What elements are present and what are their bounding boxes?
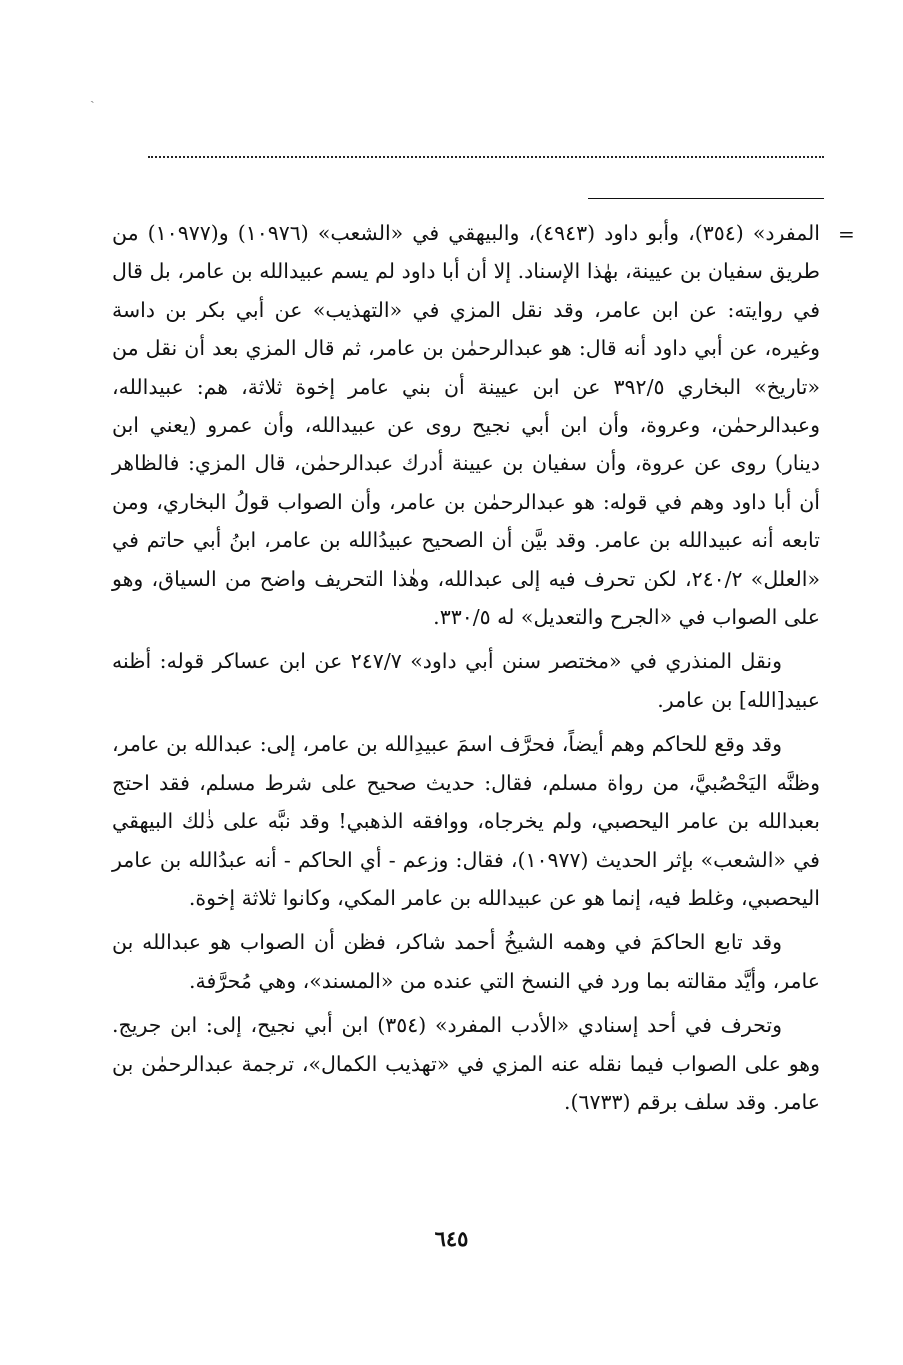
footnote-text xyxy=(112,214,820,1121)
footnote-paragraph: وتحرف في أحد إسنادي «الأدب المفرد» (٣٥٤) ابن أبي نجيح، إلى: ابن جريج. وهو على الصواب فيما نقله عنه المزي في «تهذيب الكمال»، ترجمة عبدالرحمٰن بن عامر. وقد سلف برقم (٦٧٣٣). xyxy=(112,1013,820,1114)
footnote-paragraph: وقد وقع للحاكم وهم أيضاً، فحرَّف اسمَ عبيدِالله بن عامر، إلى: عبدالله بن عامر، وظنَّه اليَحْصُبيَّ، من رواة مسلم، فقال: حديث صحيح على شرط مسلم، فقد احتج بعبدالله بن عامر اليحصبي، ولم يخرجاه، ووافقه الذهبي! وقد نبَّه على ذٰلك البيهقي في «الشعب» بإثر الحديث (١٠٩٧٧)، فقال: وزعم - أي الحاكم - أنه عبدُالله بن عامر اليحصبي، وغلط فيه، إنما هو عن عبيدالله بن عامر المكي، وكانوا ثلاثة إخوة. xyxy=(112,732,820,910)
footnote-rule xyxy=(588,198,824,199)
page-number: ٦٤٥ xyxy=(434,1226,469,1251)
footnote-paragraph: ونقل المنذري في «مختصر سنن أبي داود» ٢٤٧/٧ عن ابن عساكر قوله: أظنه عبيد[الله] بن عامر. xyxy=(112,649,820,712)
footnote-paragraph: وقد تابع الحاكمَ في وهمه الشيخُ أحمد شاكر، فظن أن الصواب هو عبدالله بن عامر، وأيَّد مقالته بما ورد في النسخ التي عنده من «المسند»، وهي مُحرَّفة. xyxy=(112,930,820,993)
footnote-paragraph: المفرد» (٣٥٤)، وأبو داود (٤٩٤٣)، والبيهقي في «الشعب» (١٠٩٧٦) و(١٠٩٧٧) من طريق سفيان بن عيينة، بهٰذا الإسناد. إلا أن أبا داود لم يسم عبيدالله بن عامر، بل قال في روايته: عن ابن عامر، وقد نقل المزي في «التهذيب» عن أبي بكر بن داسة وغيره، عن أبي داود أنه قال: هو عبدالرحمٰن بن عامر، ثم قال المزي بعد أن نقل من «تاريخ» البخاري ٣٩٢/٥ عن ابن عيينة أن بني عامر إخوة ثلاثة، هم: عبيدالله، وعبدالرحمٰن، وعروة، وأن ابن أبي نجيح روى عن عبيدالله، وأن عمرو (يعني ابن دينار) روى عن عروة، وأن سفيان بن عيينة أدرك عبدالرحمٰن، قال المزي: فالظاهر أن أبا داود وهم في قوله: هو عبدالرحمٰن بن عامر، وأن الصواب قولُ البخاري، ومن تابعه أنه عبيدالله بن عامر. وقد بيَّن أن الصحيح عبيدُالله بن عامر، ابنُ أبي حاتم في «العلل» ٢٤٠/٢، لكن تحرف فيه إلى عبدالله، وهٰذا التحريف واضح من السياق، وهو على الصواب في «الجرح والتعديل» له ٣٣٠/٥. xyxy=(112,221,821,630)
dotted-separator xyxy=(148,156,824,158)
footnote-continuation-mark: = xyxy=(838,222,855,246)
stray-mark: ˎ xyxy=(90,88,95,104)
